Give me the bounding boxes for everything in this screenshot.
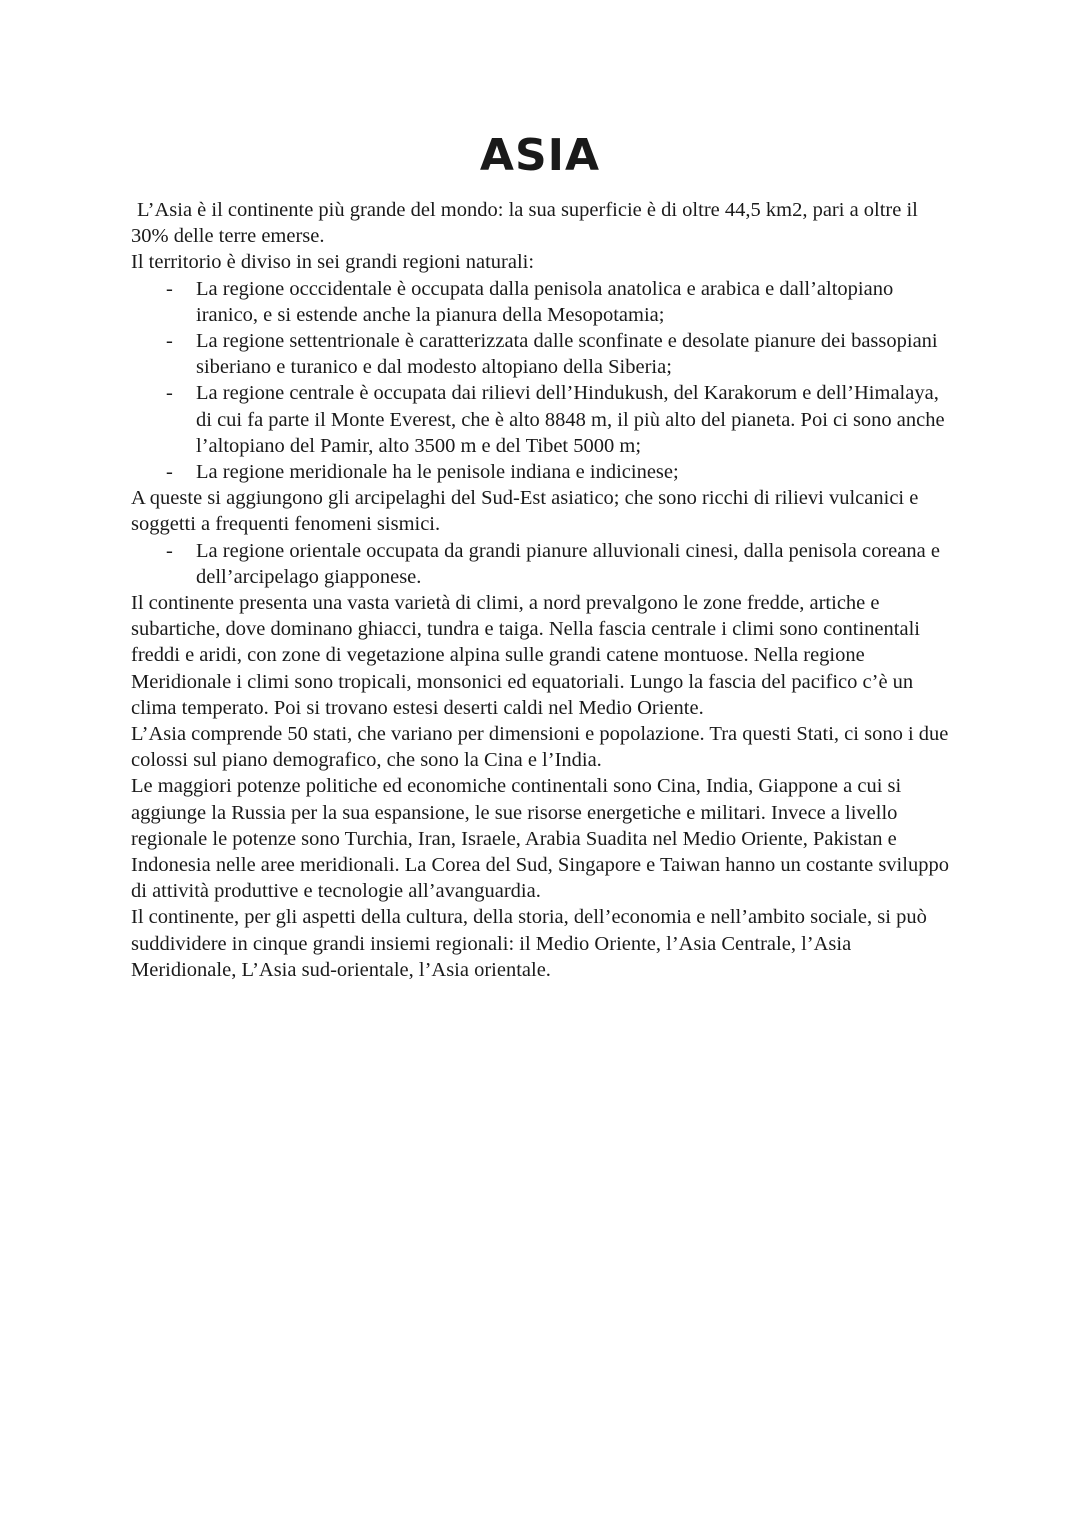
intro-paragraph: L’Asia è il continente più grande del mondo: la sua superficie è di oltre 44,5 km2, pari a oltre il 30% delle terre emerse. [131,199,918,248]
regions-list [131,276,951,486]
list-item: - La regione centrale è occupata dai rilievi dell’Hindukush, del Karakorum e dell’Himalaya, di cui fa parte il Monte Everest, che è alto 8848 m, il più alto del pianeta. Poi ci sono anche l’altopiano del Pamir, alto 3500 m e del Tibet 5000 m; [196,380,951,459]
list-item: - La regione settentrionale è caratterizzata dalle sconfinate e desolate pianure dei bassopiani siberiano e turanico e dal modesto altopiano della Siberia; [196,328,951,380]
page-title: ASIA [479,130,601,181]
regions-list-extra [131,538,951,590]
regions-intro: Il territorio è diviso in sei grandi regioni naturali: [131,251,535,274]
document-body [131,197,951,983]
list-item: - La regione occcidentale è occupata dalla penisola anatolica e arabica e dall’altopiano iranico, e si estende anche la pianura della Mesopotamia; [196,276,951,328]
list-item: - La regione orientale occupata da grandi pianure alluvionali cinesi, dalla penisola coreana e dell’arcipelago giapponese. [196,538,951,590]
powers-paragraph: Le maggiori potenze politiche ed economiche continentali sono Cina, India, Giappone a cui si aggiunge la Russia per la sua espansione, le sue risorse energetiche e militari. Invece a livello regionale le potenze sono Turchia, Iran, Israele, Arabia Suadita nel Medio Oriente, Pakistan e Indonesia nelle aree meridionali. La Corea del Sud, Singapore e Taiwan hanno un costante sviluppo di attività produttive e tecnologie all’avanguardia. [131,775,949,903]
climate-paragraph: Il continente presenta una vasta varietà di climi, a nord prevalgono le zone fredde, artiche e subartiche, dove dominano ghiacci, tundra e taiga. Nella fascia centrale i climi sono continentali freddi e aridi, con zone di vegetazione alpina sulle grandi catene montuose. Nella regione Meridionale i climi sono tropicali, monsonici ed equatoriali. Lungo la fascia del pacifico c’è un clima temperato. Poi si trovano estesi deserti caldi nel Medio Oriente. [131,592,920,719]
list-item: - La regione meridionale ha le penisole indiana e indicinese; [196,459,951,485]
culture-paragraph: Il continente, per gli aspetti della cultura, della storia, dell’economia e nell’ambito sociale, si può suddividere in cinque grandi insiemi regionali: il Medio Oriente, l’Asia Centrale, l’Asia Meridionale, L’Asia sud-orientale, l’Asia orientale. [131,906,927,981]
states-paragraph: L’Asia comprende 50 stati, che variano per dimensioni e popolazione. Tra questi Stati, ci sono i due colossi sul piano demografico, che sono la Cina e l’India. [131,723,949,772]
archipelago-note: A queste si aggiungono gli arcipelaghi del Sud-Est asiatico; che sono ricchi di rilievi vulcanici e soggetti a frequenti fenomeni sismici. [131,487,919,536]
